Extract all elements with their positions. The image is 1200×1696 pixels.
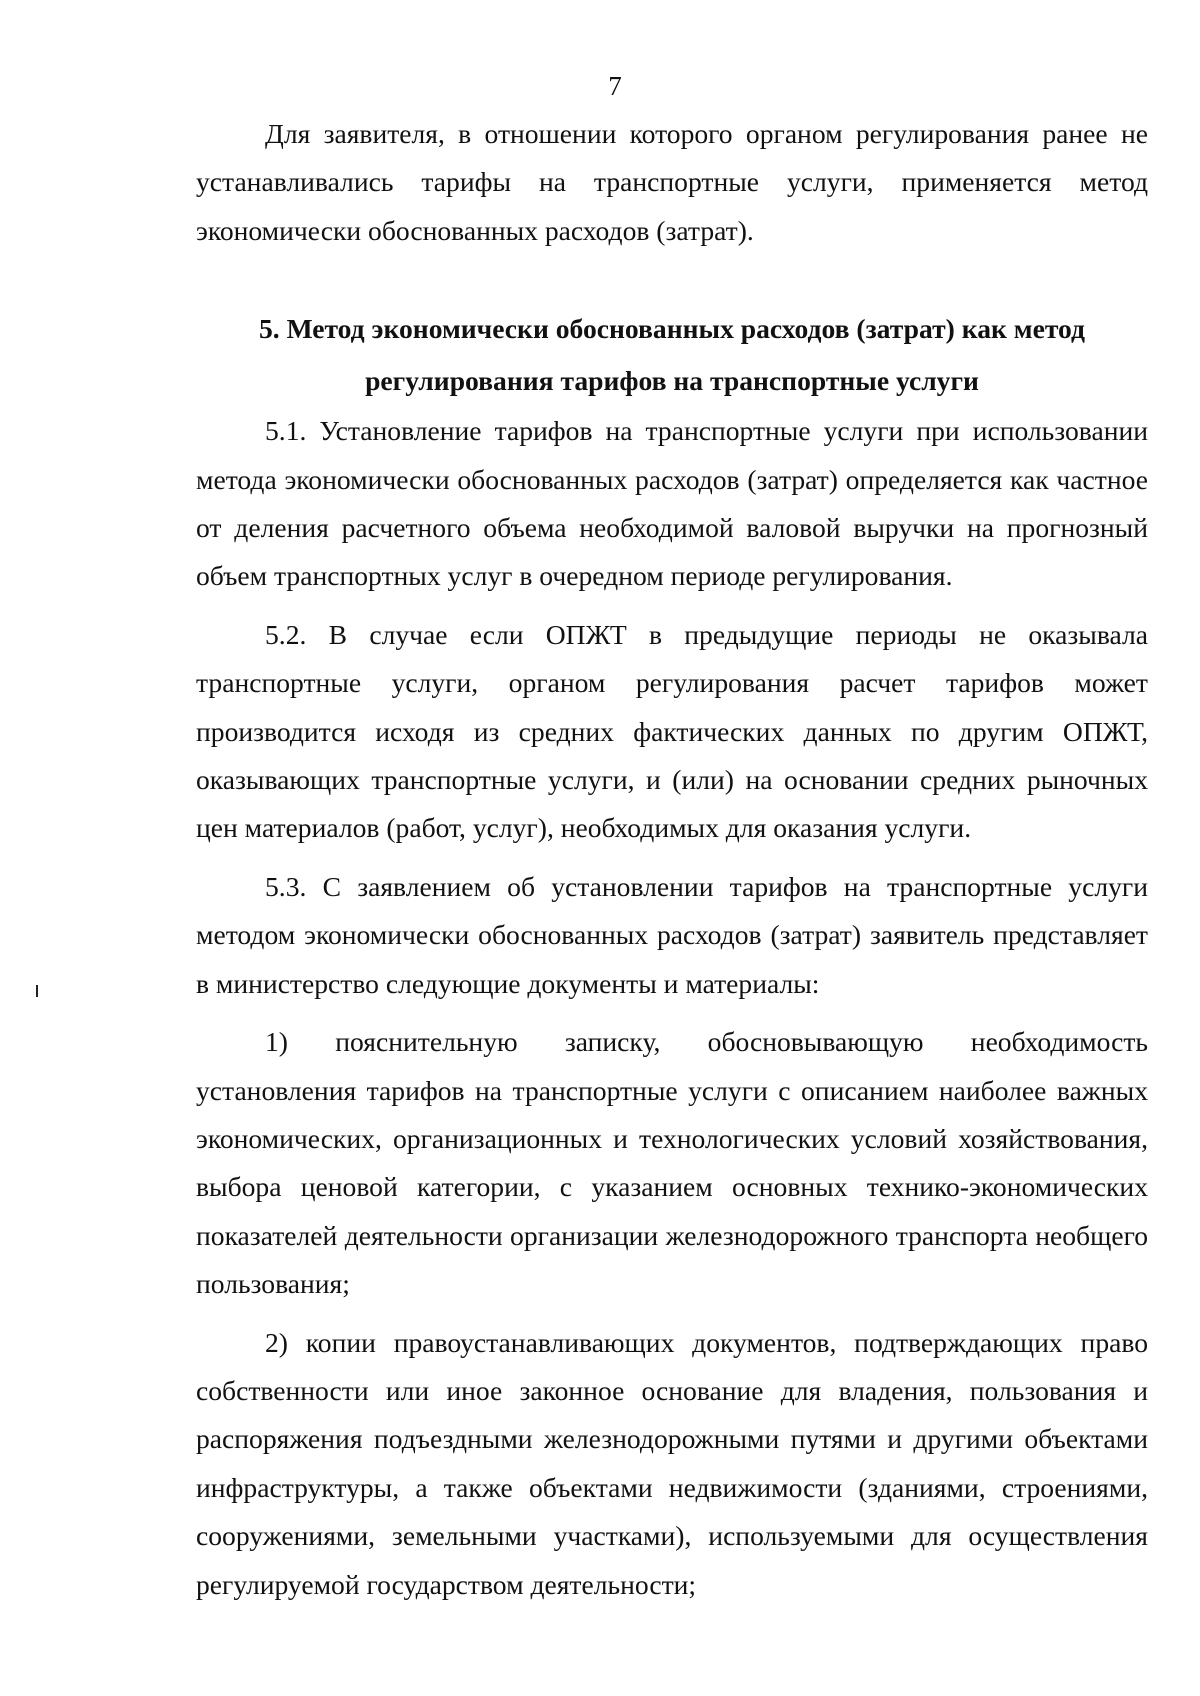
scan-edge-mark <box>36 985 38 997</box>
intro-paragraph: Для заявителя, в отношении которого органом регулирования ранее не устанавливались тарифы на транспортные услуги, применяется метод экономически обоснованных расходов (затрат). <box>196 118 1148 246</box>
section-heading <box>196 303 1148 407</box>
section-heading-line-2: регулирования тарифов на транспортные услуги <box>365 365 979 397</box>
document-body <box>196 110 1148 1609</box>
section-heading-line-1: 5. Метод экономически обоснованных расходов (затрат) как метод <box>258 313 1086 345</box>
list-item-2: 2) копии правоустанавливающих документов, подтверждающих право собственности или иное законное основание для владения, пользования и распоряжения подъездными железнодорожными путями и другими объектами инфраструктуры, а также объектами недвижимости (зданиями, строениями, сооружениями, земельными участками), используемыми для осуществления регулируемой государством деятельности; <box>196 1326 1148 1600</box>
paragraph-5-1: 5.1. Установление тарифов на транспортные услуги при использовании метода экономически обоснованных расходов (затрат) определяется как частное от деления расчетного объема необходимой валовой выручки на прогнозный объем транспортных услуг в очередном периоде регулирования. <box>196 415 1148 592</box>
list-item-1: 1) пояснительную записку, обосновывающую необходимость установления тарифов на транспортные услуги с описанием наиболее важных экономических, организационных и технологических условий хозяйствования, выбора ценовой категории, с указанием основных технико-экономических показателей деятельности организации железнодорожного транспорта необщего пользования; <box>196 1026 1148 1300</box>
paragraph-5-3: 5.3. С заявлением об установлении тарифов на транспортные услуги методом экономически обоснованных расходов (затрат) заявитель представляет в министерство следующие документы и материалы: <box>196 870 1148 999</box>
page-number: 7 <box>608 71 622 101</box>
paragraph-5-2: 5.2. В случае если ОПЖТ в предыдущие периоды не оказывала транспортные услуги, органом регулирования расчет тарифов может производится исходя из средних фактических данных по другим ОПЖТ, оказывающих транспортные услуги, и (или) на основании средних рыночных цен материалов (работ, услуг), необходимых для оказания услуги. <box>196 618 1148 844</box>
